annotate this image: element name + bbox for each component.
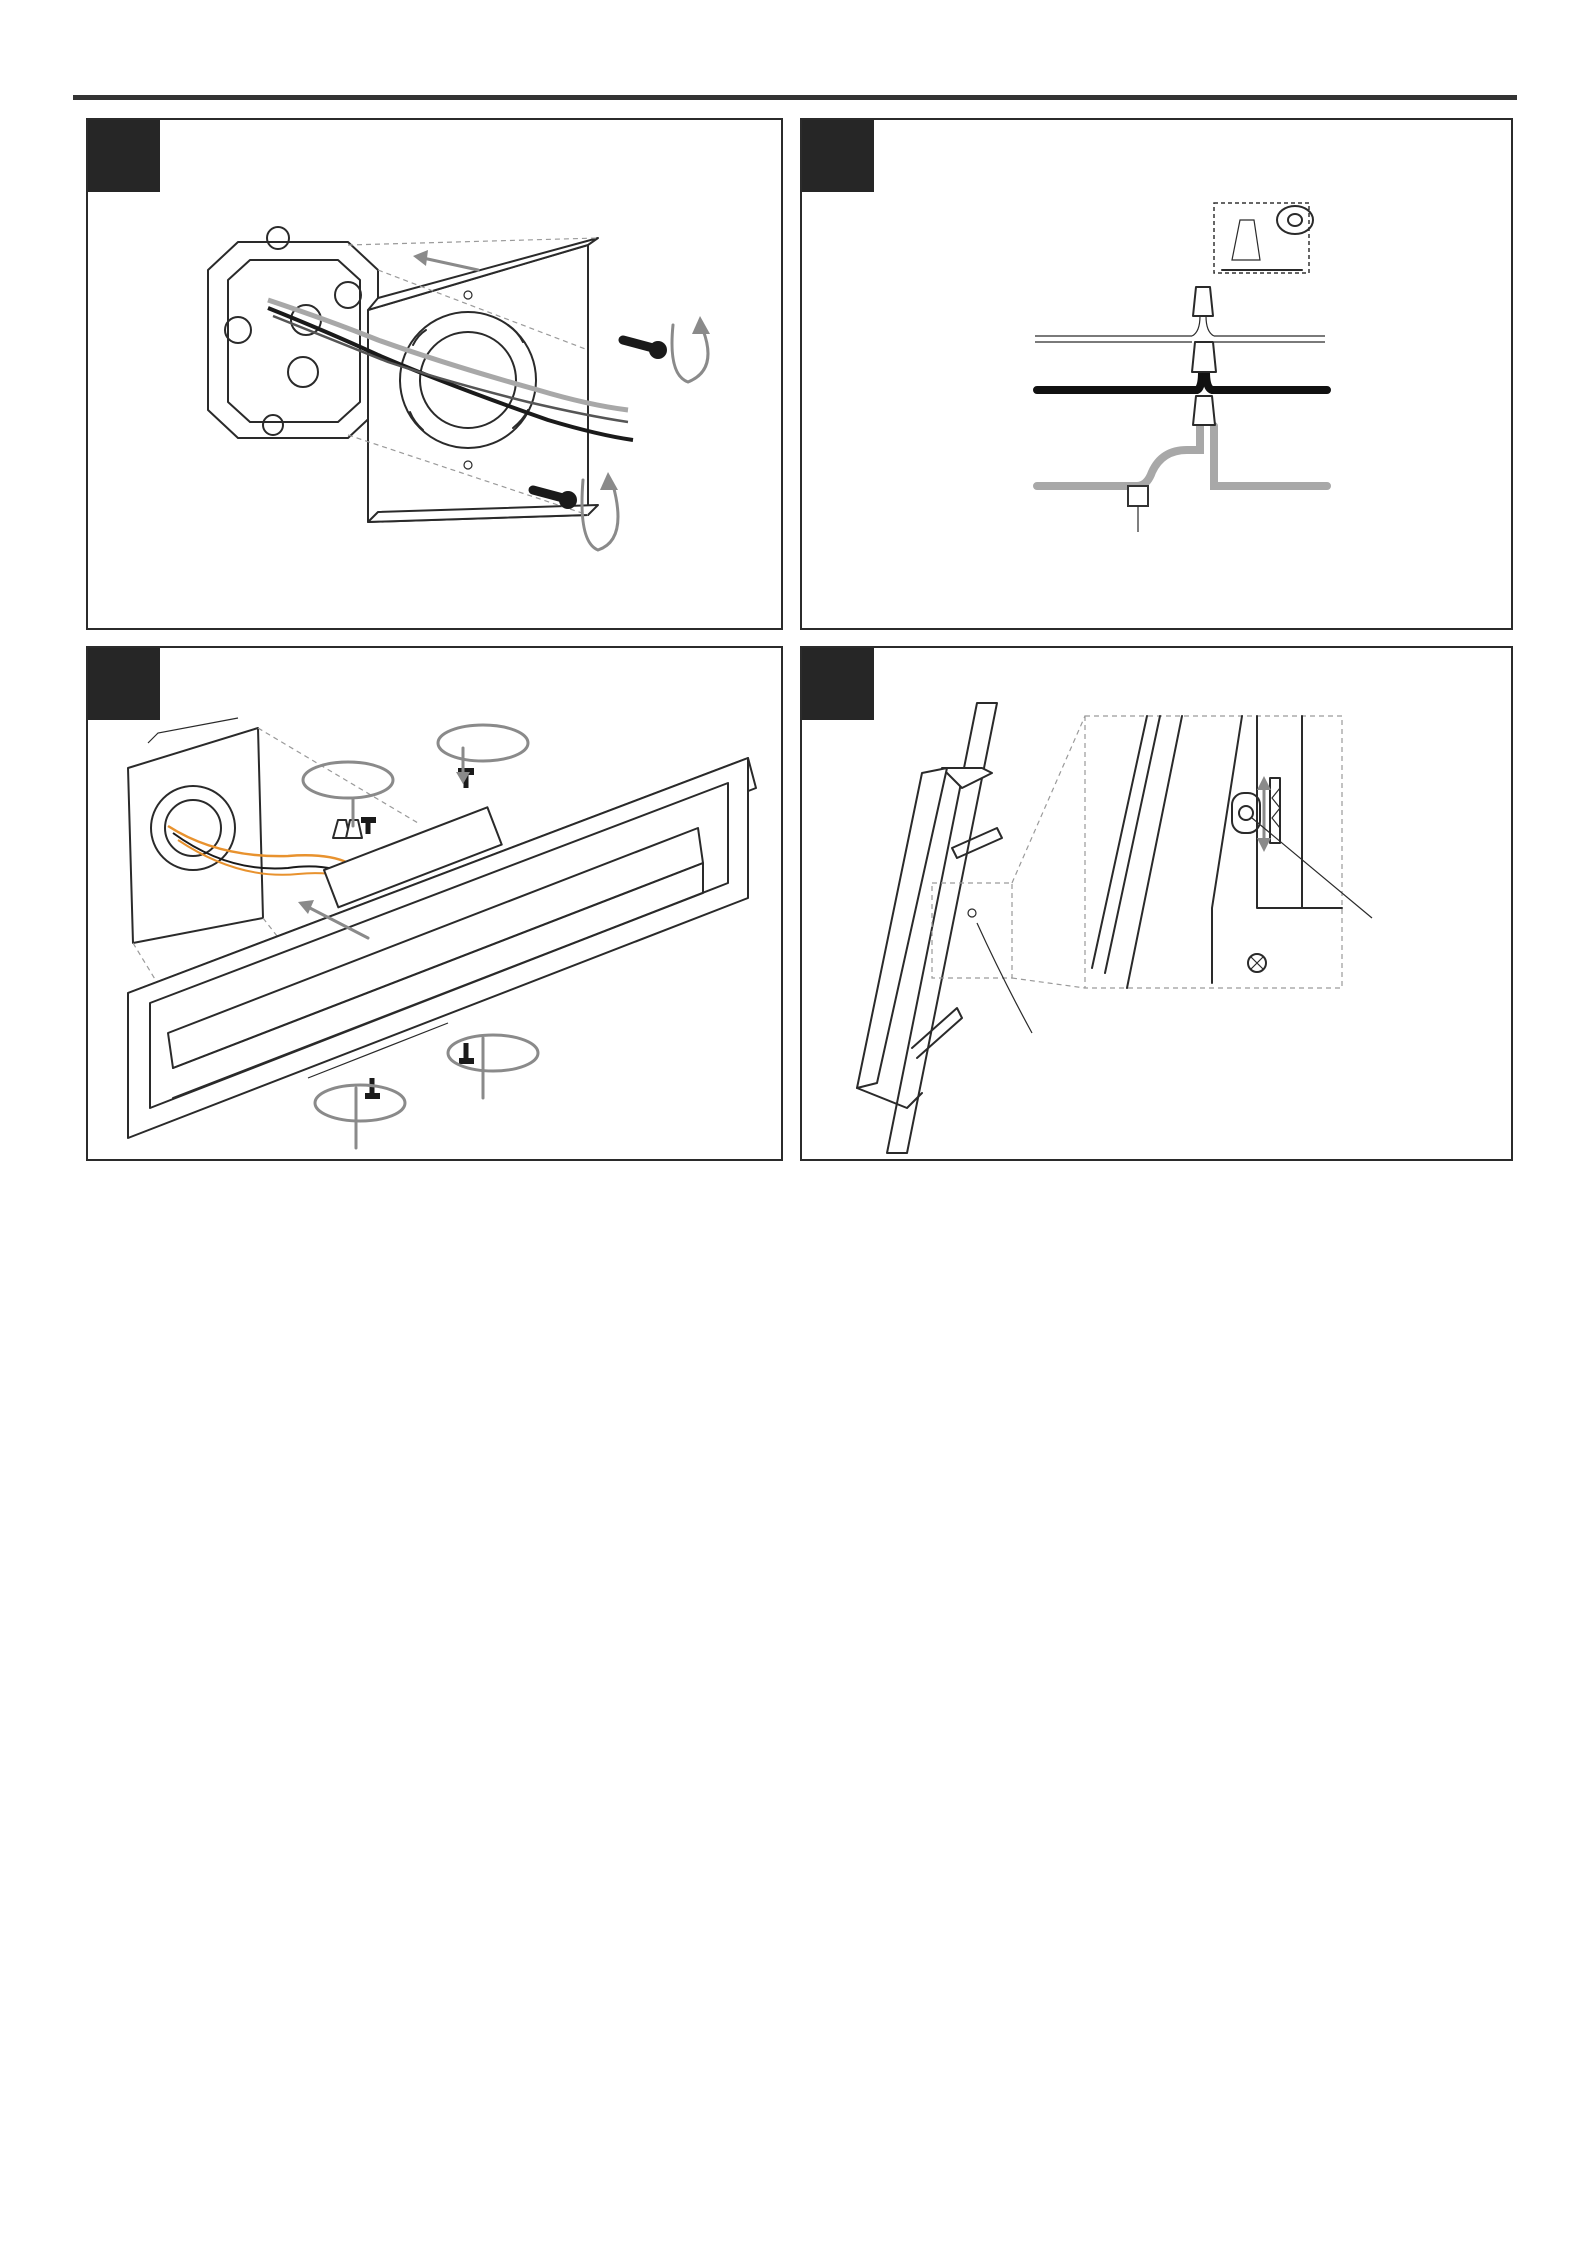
white-wire-connection (1035, 287, 1325, 342)
header-rule (73, 95, 1517, 100)
step-4-panel (800, 646, 1513, 1161)
top-screw (438, 725, 528, 788)
step-2-panel (800, 118, 1513, 630)
junction-box-mounting-illustration (88, 120, 783, 630)
bracket-and-box (128, 718, 263, 943)
wire-nut (1193, 287, 1213, 316)
direction-arrow (423, 258, 478, 270)
ground-wire-connection (1037, 396, 1327, 532)
black-wire-connection (1037, 342, 1327, 390)
zoom-guides (1012, 716, 1085, 988)
fixture-side-profile (857, 703, 1002, 1153)
bottom-screw-right (448, 1035, 538, 1098)
wire-nut (1193, 396, 1215, 425)
mounting-bracket (368, 238, 598, 522)
fixture-side-view-illustration (802, 648, 1513, 1161)
zoom-detail-inset (1085, 716, 1372, 988)
step-3-panel (86, 646, 783, 1161)
step-1-panel (86, 118, 783, 630)
mounting-screw-upper (623, 340, 667, 359)
wiring-connection-illustration (802, 120, 1513, 630)
ground-screw (1128, 486, 1148, 506)
side-screw (303, 762, 393, 834)
fixture-installation-illustration (88, 648, 783, 1161)
detail-callout-leader (1252, 818, 1372, 918)
wire-nut (1192, 342, 1216, 372)
wire-nut-and-tape-inset (1214, 203, 1313, 273)
bottom-screw-left (315, 1078, 405, 1148)
